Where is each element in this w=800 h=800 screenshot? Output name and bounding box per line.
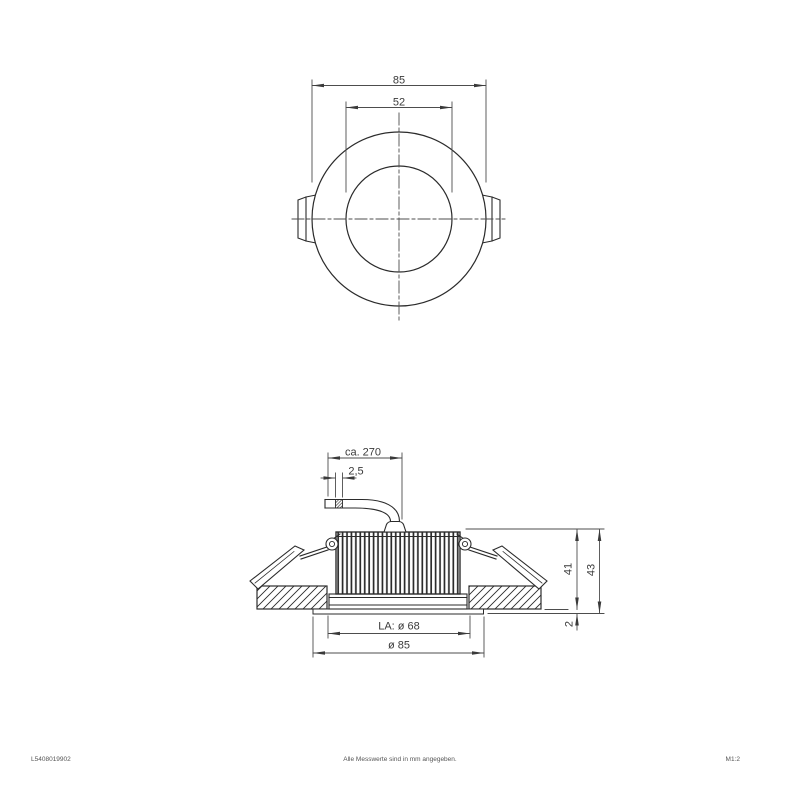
cable — [325, 500, 400, 522]
dim-label-outer-diameter-top: 85 — [392, 74, 406, 87]
ceiling-section-right — [469, 586, 541, 609]
heatsink-body — [336, 532, 460, 594]
trim-ring — [313, 609, 484, 614]
dim-label-outer-diameter-side: ø 85 — [387, 639, 411, 652]
dim-label-recess-depth: 41 — [562, 562, 575, 576]
dim-label-total-height: 43 — [585, 563, 598, 577]
spring-clip-right — [457, 534, 547, 589]
dim-label-cutout: LA: ø 68 — [378, 620, 420, 633]
dim-label-cable-width: 2,5 — [348, 465, 364, 478]
footer-note: Alle Messwerte sind in mm angegeben. — [343, 756, 457, 763]
dim-label-trim-protrusion: 2 — [563, 620, 576, 628]
dim-label-cable-length: ca. 270 — [344, 446, 382, 459]
spring-clip-left — [250, 534, 340, 589]
footer-scale: M1:2 — [725, 756, 740, 763]
side-view — [250, 453, 604, 657]
housing-lower-rim — [329, 594, 467, 609]
dim-label-inner-diameter-top: 52 — [392, 96, 406, 109]
top-view — [292, 80, 505, 323]
side-dim-cable-length — [328, 453, 402, 519]
ceiling-section-left — [257, 586, 327, 609]
cable-gland — [384, 522, 406, 533]
footer-article-number: L5408019902 — [31, 756, 71, 763]
